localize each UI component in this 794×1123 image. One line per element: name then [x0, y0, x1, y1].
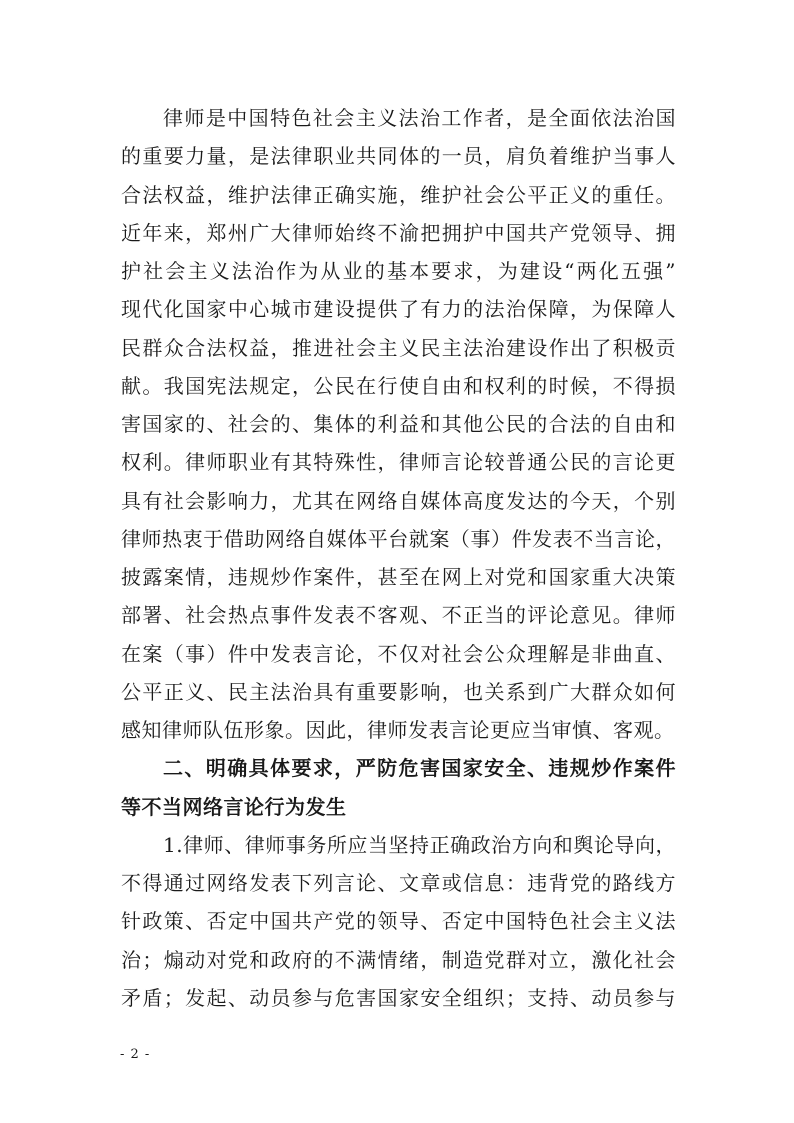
paragraph-line: 护社会主义法治作为从业的基本要求，为建设“两化五强” [121, 259, 676, 283]
paragraph-line: 权利。律师职业有其特殊性，律师言论较普通公民的言论更 [121, 450, 676, 475]
paragraph-line: 律师热衷于借助网络自媒体平台就案（事）件发表不当言论， [121, 526, 676, 551]
paragraph-line: 针政策、否定中国共产党的领导、否定中国特色社会主义法 [121, 909, 676, 934]
paragraph-line: 披露案情，违规炒作案件，甚至在网上对党和国家重大决策 [121, 565, 676, 589]
paragraph-line: 治；煽动对党和政府的不满情绪，制造党群对立，激化社会 [121, 947, 676, 972]
paragraph-line: 不得通过网络发表下列言论、文章或信息：违背党的路线方 [121, 871, 676, 895]
paragraph-line: 民群众合法权益，推进社会主义民主法治建设作出了积极贡 [121, 335, 676, 360]
section-heading-line: 等不当网络言论行为发生 [121, 794, 347, 819]
document-body [121, 99, 676, 1017]
page-number: - 2 - [120, 1047, 151, 1062]
paragraph-line: 公平正义、民主法治具有重要影响，也关系到广大群众如何 [121, 679, 676, 704]
paragraph-line: 矛盾；发起、动员参与危害国家安全组织；支持、动员参与 [121, 985, 676, 1010]
section-heading-line: 二、明确具体要求，严防危害国家安全、违规炒作案件 [163, 756, 676, 781]
paragraph-line: 1.律师、律师事务所应当坚持正确政治方向和舆论导向， [163, 832, 676, 857]
paragraph-line: 合法权益，维护法律正确实施，维护社会公平正义的重任。 [121, 182, 676, 207]
paragraph-line: 近年来，郑州广大律师始终不渝把拥护中国共产党领导、拥 [121, 220, 676, 245]
paragraph-line: 害国家的、社会的、集体的利益和其他公民的合法的自由和 [121, 412, 676, 436]
paragraph-line: 献。我国宪法规定，公民在行使自由和权利的时候，不得损 [121, 373, 676, 398]
paragraph-line: 具有社会影响力，尤其在网络自媒体高度发达的今天，个别 [121, 488, 676, 513]
paragraph-line: 律师是中国特色社会主义法治工作者，是全面依法治国 [163, 106, 676, 130]
paragraph-line: 部署、社会热点事件发表不客观、不正当的评论意见。律师 [121, 603, 676, 628]
paragraph-line: 感知律师队伍形象。因此，律师发表言论更应当审慎、客观。 [121, 718, 675, 742]
paragraph-line: 的重要力量，是法律职业共同体的一员，肩负着维护当事人 [121, 144, 676, 169]
paragraph-line: 现代化国家中心城市建设提供了有力的法治保障，为保障人 [121, 297, 676, 322]
paragraph-line: 在案（事）件中发表言论，不仅对社会公众理解是非曲直、 [121, 641, 676, 666]
